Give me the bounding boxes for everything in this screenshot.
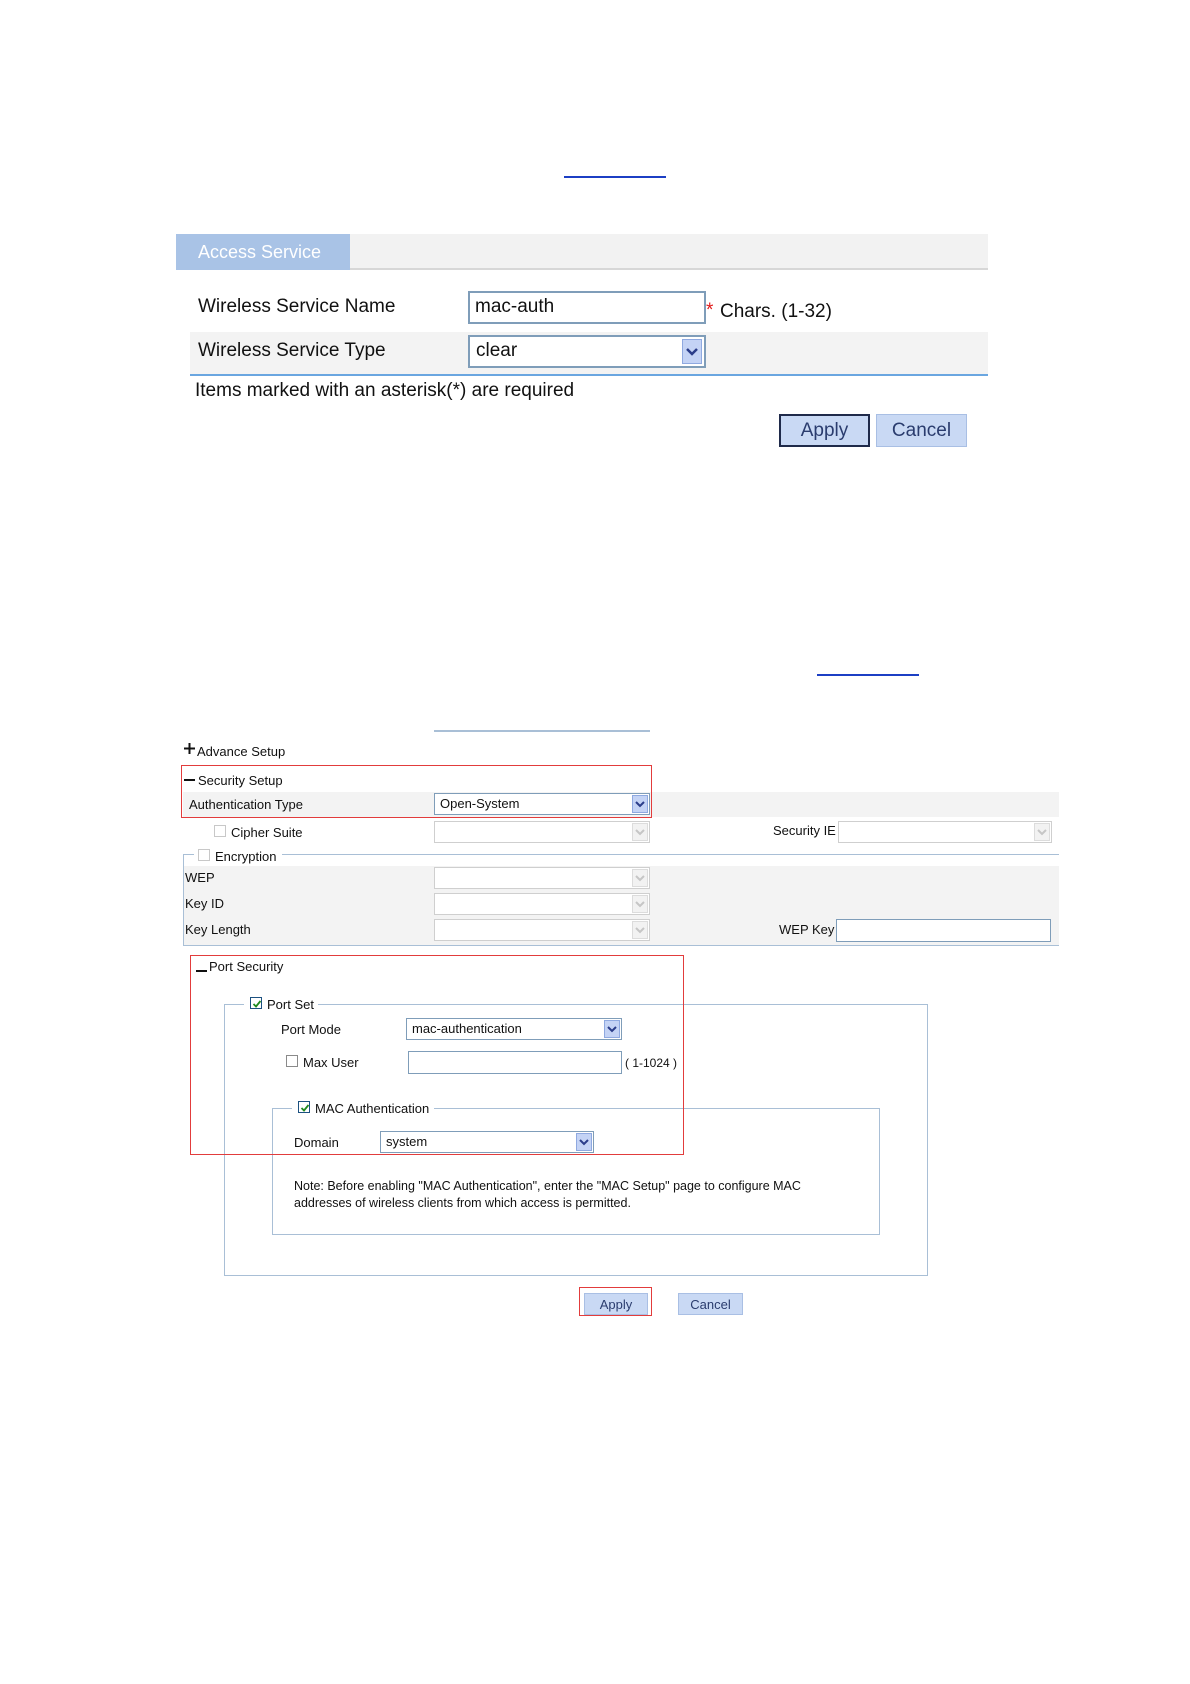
domain-value: system <box>386 1134 428 1149</box>
domain-label: Domain <box>294 1135 339 1150</box>
chars-hint: Chars. (1-32) <box>720 301 832 322</box>
max-user-hint: ( 1-1024 ) <box>625 1056 678 1070</box>
service-name-label: Wireless Service Name <box>198 296 396 317</box>
apply-button[interactable]: Apply <box>779 414 870 447</box>
highlight-port-security <box>190 955 684 1155</box>
port-mode-value: mac-authentication <box>412 1021 522 1036</box>
max-user-label: Max User <box>303 1055 359 1070</box>
highlight-apply-button <box>579 1287 652 1316</box>
advance-setup-label[interactable]: Advance Setup <box>197 744 286 759</box>
note-line-1: Note: Before enabling "MAC Authentication", enter the "MAC Setup" page to configure MAC <box>294 1179 801 1193</box>
port-mode-label: Port Mode <box>281 1022 341 1037</box>
key-id-label: Key ID <box>185 896 225 911</box>
expand-icon[interactable] <box>183 742 196 757</box>
wep-key-input[interactable] <box>836 919 1051 942</box>
field-remnant <box>434 730 650 732</box>
encryption-checkbox[interactable] <box>198 849 210 861</box>
link-underline-top <box>564 176 666 178</box>
cipher-suite-select[interactable] <box>434 821 650 843</box>
service-type-select[interactable] <box>468 335 706 368</box>
wep-select[interactable] <box>434 867 650 889</box>
security-setup-label[interactable]: Security Setup <box>198 773 283 788</box>
chevron-down-icon <box>632 869 648 887</box>
cipher-suite-checkbox[interactable] <box>214 825 226 837</box>
key-id-select[interactable] <box>434 893 650 915</box>
highlight-security-setup <box>181 765 652 818</box>
wep-label: WEP <box>185 870 215 885</box>
encryption-bottom-line <box>183 945 1059 946</box>
service-name-input[interactable]: mac-auth <box>468 291 706 324</box>
cancel-button[interactable]: Cancel <box>876 414 967 447</box>
mac-auth-label: MAC Authentication <box>315 1101 430 1116</box>
wep-key-label: WEP Key <box>779 922 835 937</box>
chevron-down-icon <box>682 339 702 364</box>
chevron-down-icon <box>1034 823 1050 841</box>
apply-button[interactable]: Apply <box>584 1293 648 1315</box>
cancel-button[interactable]: Cancel <box>678 1293 743 1315</box>
link-underline-middle <box>817 674 919 676</box>
required-note: Items marked with an asterisk(*) are required <box>195 380 575 401</box>
tab-access-service[interactable]: Access Service <box>176 234 350 270</box>
service-type-label: Wireless Service Type <box>198 340 386 361</box>
auth-type-value: Open-System <box>440 796 520 811</box>
security-ie-label: Security IE <box>773 823 836 838</box>
security-ie-select[interactable] <box>838 821 1052 843</box>
chevron-down-icon <box>632 921 648 939</box>
port-set-label: Port Set <box>267 997 314 1012</box>
required-asterisk: * <box>706 300 714 321</box>
cipher-suite-label: Cipher Suite <box>231 825 303 840</box>
chevron-down-icon <box>632 823 648 841</box>
encryption-label: Encryption <box>215 849 277 864</box>
key-length-select[interactable] <box>434 919 650 941</box>
key-length-label: Key Length <box>185 922 251 937</box>
chevron-down-icon <box>632 895 648 913</box>
port-security-label[interactable]: Port Security <box>209 959 284 974</box>
divider-line <box>190 374 988 376</box>
note-line-2: addresses of wireless clients from which access is permitted. <box>294 1196 631 1210</box>
auth-type-label: Authentication Type <box>189 797 303 812</box>
service-type-value: clear <box>476 340 518 361</box>
